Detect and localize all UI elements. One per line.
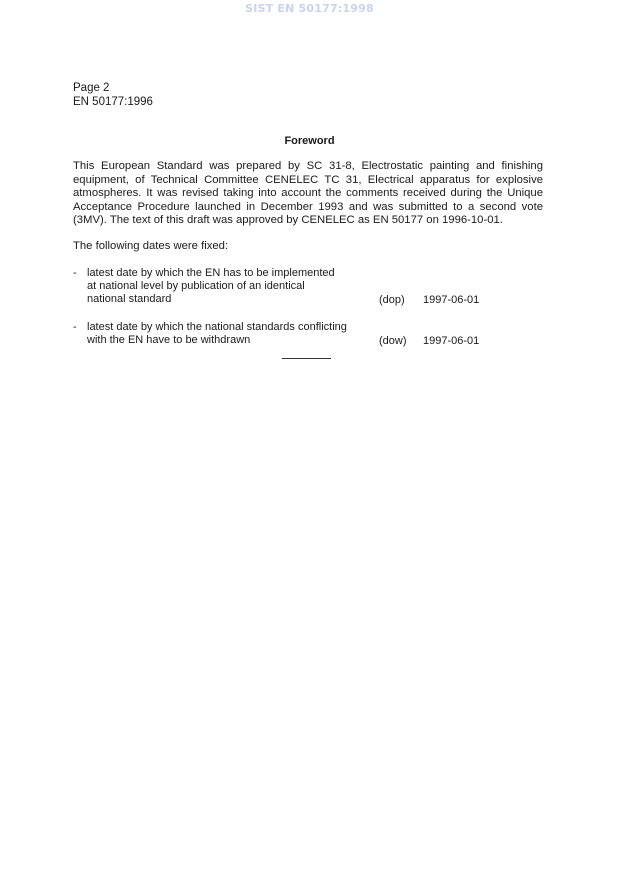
date-item-line: latest date by which the national standards conflicting bbox=[87, 321, 347, 333]
foreword-paragraph: This European Standard was prepared by SC 31-8, Electrostatic painting and finishing equipment, of Technical Committee CENELEC TC 31, Electrical apparatus for explosive atmospheres. It was revised taking into account the comments received during the Unique Acceptance Procedure launched in December 1993 and was submitted to a second vote (3MV). The text of this draft was approved by CENELEC as EN 50177 on 1996-10-01. bbox=[73, 160, 543, 227]
date-code: (dop) bbox=[379, 294, 405, 306]
date-item-line: national standard bbox=[87, 292, 172, 305]
list-dash: - bbox=[73, 321, 77, 333]
date-item-line: with the EN have to be withdrawn bbox=[87, 333, 251, 346]
date-item-text bbox=[87, 321, 377, 347]
date-value: 1997-06-01 bbox=[423, 294, 480, 306]
page-header bbox=[73, 81, 153, 109]
list-dash: - bbox=[73, 267, 77, 279]
date-item-dop bbox=[73, 267, 543, 307]
page-number: Page 2 bbox=[73, 82, 110, 94]
date-item-text bbox=[87, 267, 377, 305]
end-rule bbox=[282, 358, 331, 359]
watermark: SIST EN 50177:1998 bbox=[245, 2, 374, 15]
dates-intro: The following dates were fixed: bbox=[73, 240, 229, 252]
date-item-line: latest date by which the EN has to be implemented bbox=[87, 267, 335, 279]
page-title: Foreword bbox=[284, 135, 335, 147]
date-code: (dow) bbox=[379, 335, 407, 347]
standard-number: EN 50177:1996 bbox=[73, 96, 153, 108]
date-item-dow bbox=[73, 321, 543, 349]
date-value: 1997-06-01 bbox=[423, 335, 480, 347]
date-item-line: at national level by publication of an identical bbox=[87, 279, 305, 292]
